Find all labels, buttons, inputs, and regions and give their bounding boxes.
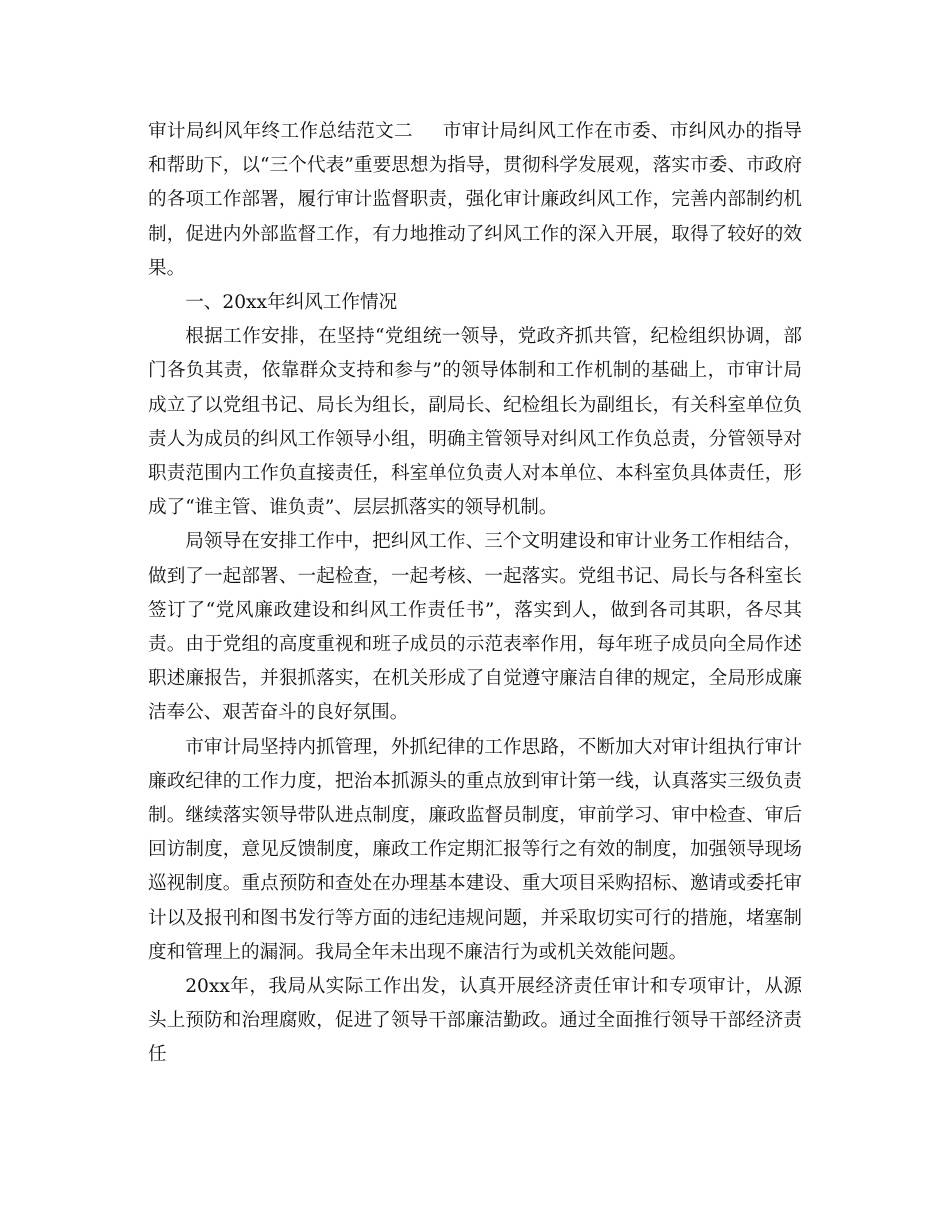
section-heading: 一、20xx年纠风工作情况: [185, 292, 398, 314]
document-title: 审计局纠风年终工作总结范文二: [148, 121, 413, 142]
intro-text: 市审计局纠风工作在市委、市纠风办的指导和帮助下，以“三个代表”重要思想为指导，贯彻科学发展观，落实市委、市政府的各项工作部署，履行审计监督职责，强化审计廉政纠风工作，完善内部制约机制，促进内外部监督工作，有力地推动了纠风工作的深入开展，取得了较好的效果。: [148, 121, 802, 279]
body-paragraph-3: 市审计局坚持内抓管理，外抓纪律的工作思路，不断加大对审计组执行审计廉政纪律的工作力度，把治本抓源头的重点放到审计第一线，认真落实三级负责制。继续落实领导带队进点制度，廉政监督员制度，审前学习、审中检查、审后回访制度，意见反馈制度，廉政工作定期汇报等行之有效的制度，加强领导现场巡视制度。重点预防和查处在办理基本建设、重大项目采购招标、邀请或委托审计以及报刊和图书发行等方面的违纪违规问题，并采取切实可行的措施，堵塞制度和管理上的漏洞。我局全年未出现不廉洁行为或机关效能问题。: [148, 736, 802, 963]
body-paragraph-4: 20xx年，我局从实际工作出发，认真开展经济责任审计和专项审计，从源头上预防和治理腐败，促进了领导干部廉洁勤政。通过全面推行领导干部经济责任: [148, 976, 802, 1066]
body-paragraph-2: 局领导在安排工作中，把纠风工作、三个文明建设和审计业务工作相结合，做到了一起部署、一起检查，一起考核、一起落实。党组书记、局长与各科室长签订了“党风廉政建设和纠风工作责任书”，落实到人，做到各司其职，各尽其责。由于党组的高度重视和班子成员的示范表率作用，每年班子成员向全局作述职述廉报告，并狠抓落实，在机关形成了自觉遵守廉洁自律的规定，全局形成廉洁奉公、艰苦奋斗的良好氛围。: [148, 531, 802, 724]
body-paragraph-1: 根据工作安排，在坚持“党组统一领导，党政齐抓共管，纪检组织协调，部门各负其责，依靠群众支持和参与”的领导体制和工作机制的基础上，市审计局成立了以党组书记、局长为组长，副局长、纪检组长为副组长，有关科室单位负责人为成员的纠风工作领导小组，明确主管领导对纠风工作负总责，分管领导对职责范围内工作负直接责任，科室单位负责人对本单位、本科室负具体责任，形成了“谁主管、谁负责”、层层抓落实的领导机制。: [148, 326, 802, 519]
document-body: [148, 115, 802, 1073]
intro-paragraph: [148, 115, 802, 286]
